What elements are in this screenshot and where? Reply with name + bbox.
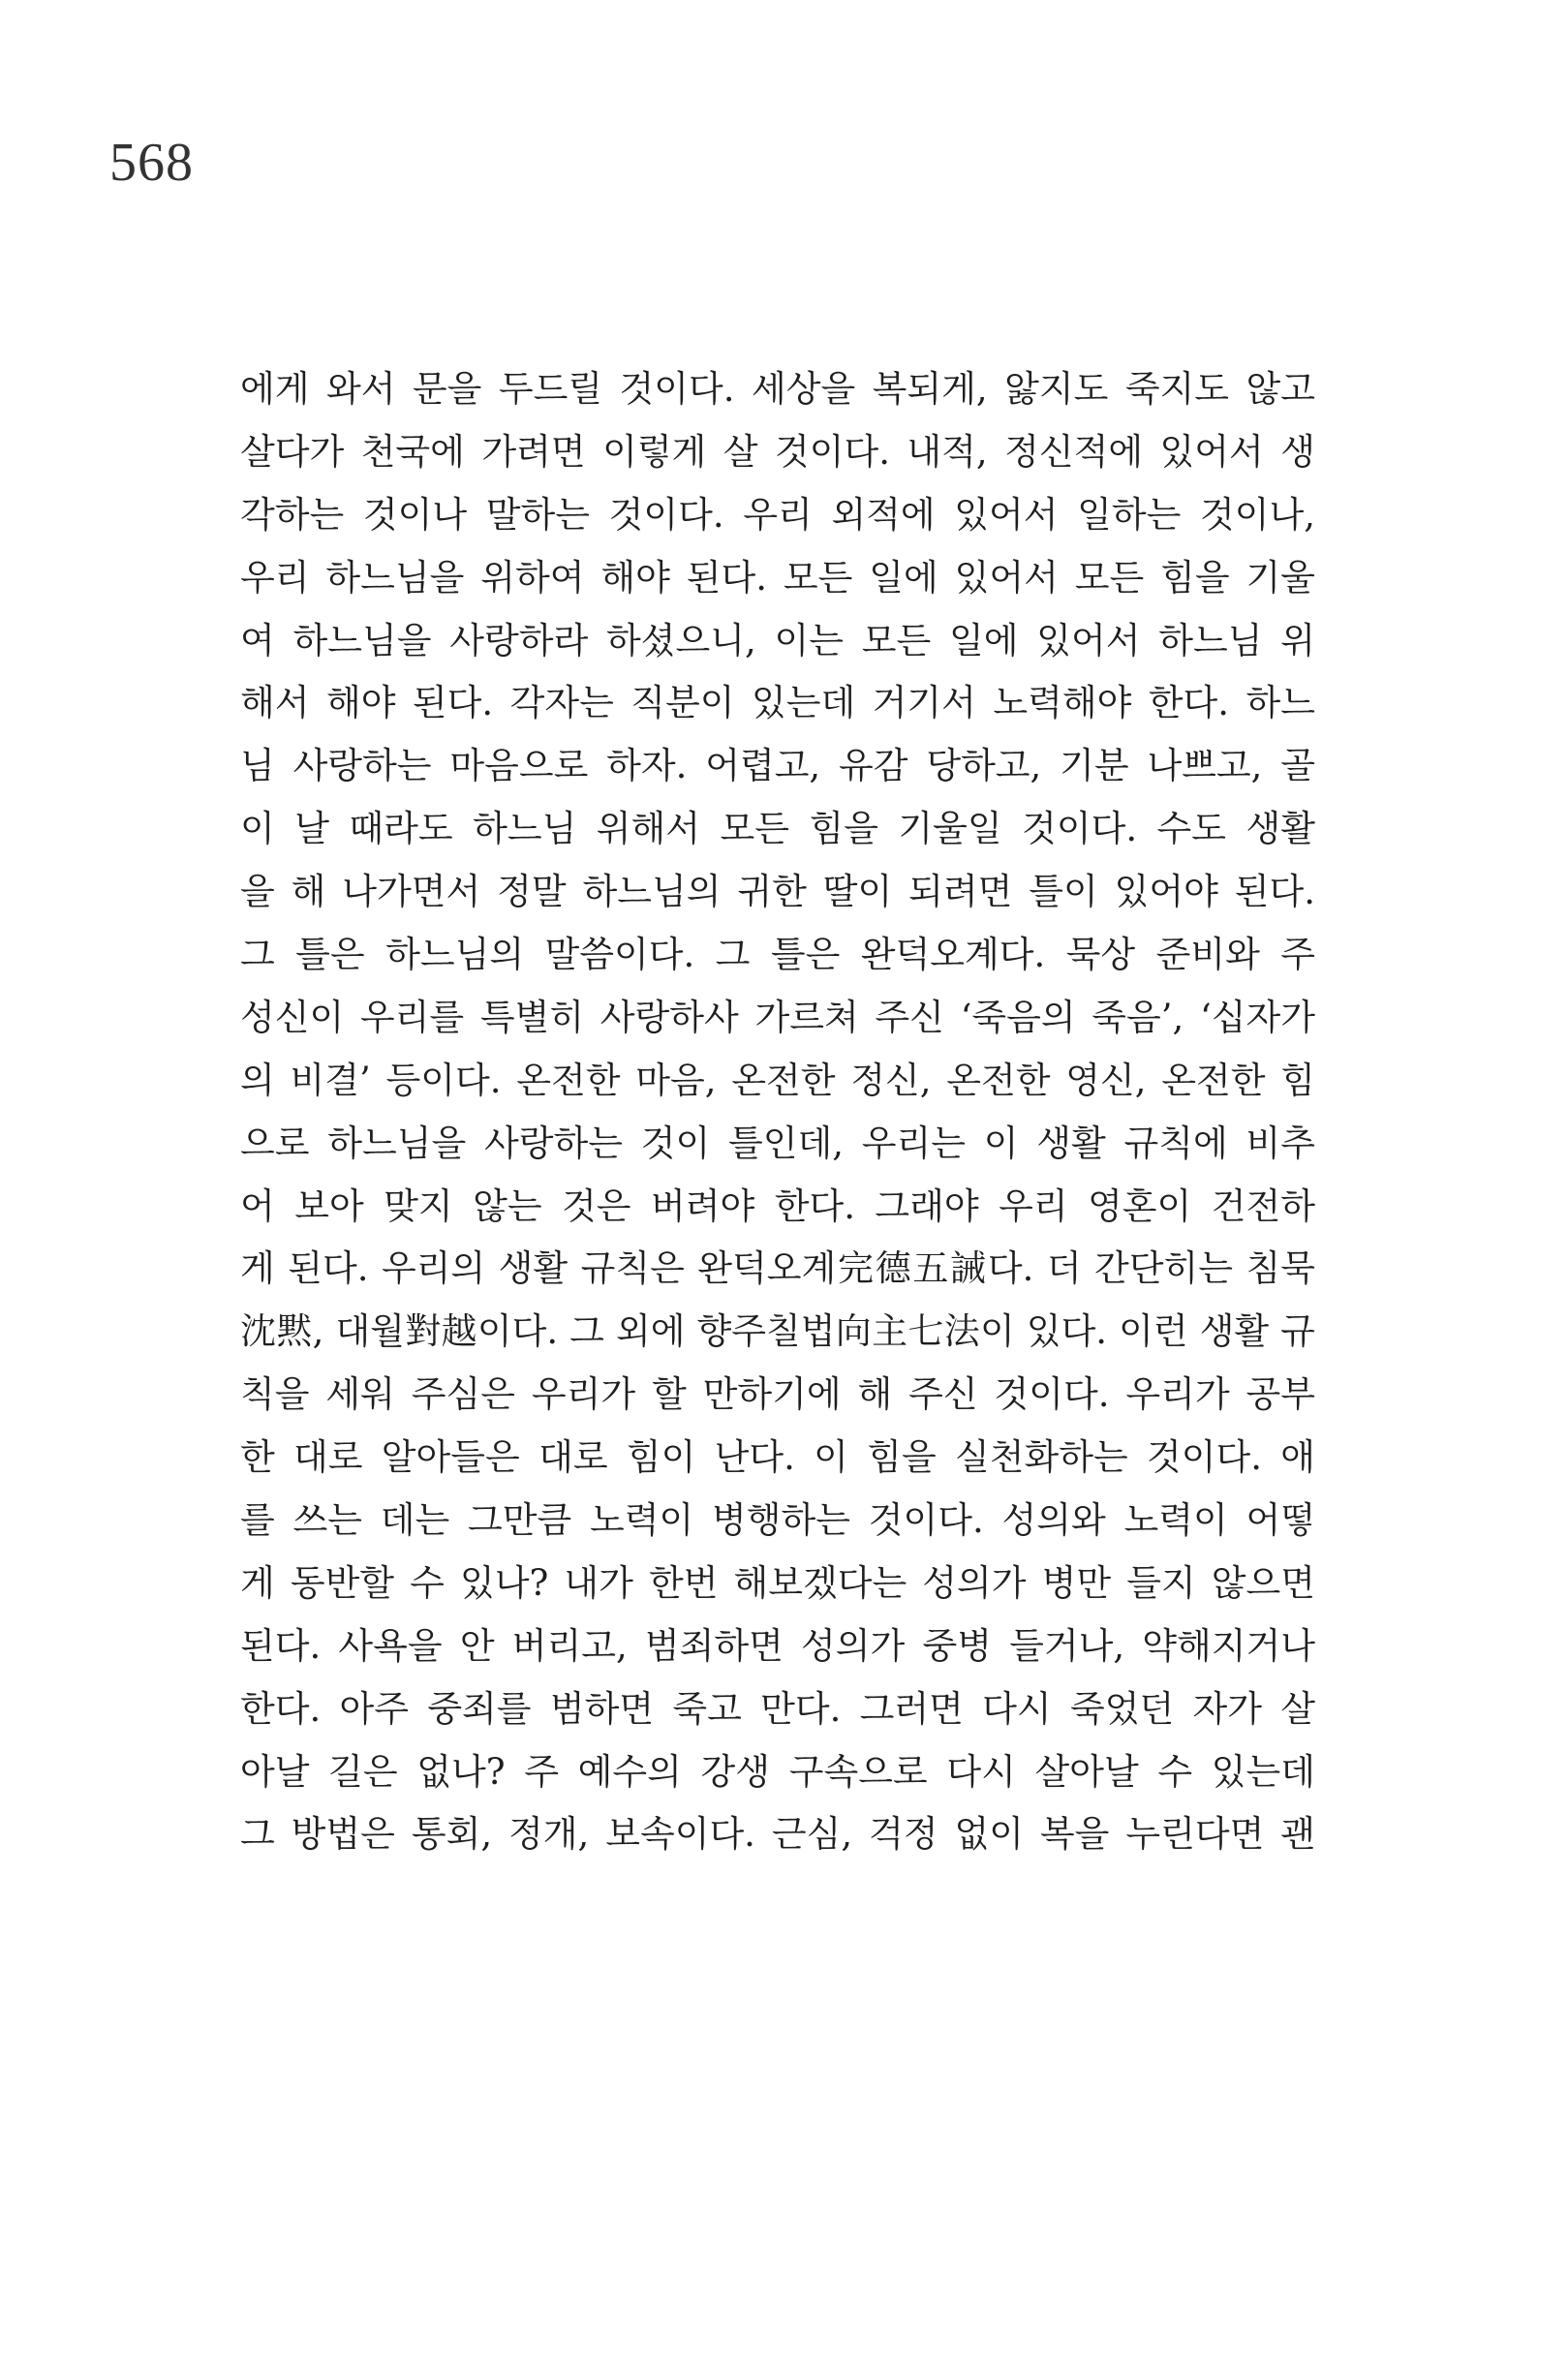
body-text [240, 358, 1315, 1866]
text-line: 그 방법은 통회, 정개, 보속이다. 근심, 걱정 없이 복을 누린다면 괜 [240, 1813, 1315, 1856]
text-line: 아날 길은 없나? 주 예수의 강생 구속으로 다시 살아날 수 있는데 [240, 1750, 1315, 1793]
text-line: 해서 해야 된다. 각자는 직분이 있는데 거기서 노력해야 한다. 하느 [240, 682, 1315, 724]
text-line: 한다. 아주 중죄를 범하면 죽고 만다. 그러면 다시 죽었던 자가 살 [240, 1687, 1315, 1730]
text-line: 의 비결’ 등이다. 온전한 마음, 온전한 정신, 온전한 영신, 온전한 힘 [240, 1059, 1315, 1101]
text-line: 성신이 우리를 특별히 사랑하사 가르쳐 주신 ‘죽음의 죽음’, ‘십자가 [240, 996, 1315, 1038]
text-line: 沈黙, 대월對越이다. 그 외에 향주칠법向主七法이 있다. 이런 생활 규 [240, 1310, 1315, 1353]
text-line: 살다가 천국에 가려면 이렇게 살 것이다. 내적, 정신적에 있어서 생 [240, 430, 1315, 473]
text-line: 여 하느님을 사랑하라 하셨으니, 이는 모든 일에 있어서 하느님 위 [240, 619, 1315, 661]
text-line: 게 된다. 우리의 생활 규칙은 완덕오계完德五誡다. 더 간단히는 침묵 [240, 1247, 1315, 1290]
text-line: 우리 하느님을 위하여 해야 된다. 모든 일에 있어서 모든 힘을 기울 [240, 556, 1315, 599]
text-line: 칙을 세워 주심은 우리가 할 만하기에 해 주신 것이다. 우리가 공부 [240, 1373, 1315, 1416]
text-line: 을 해 나가면서 정말 하느님의 귀한 딸이 되려면 틀이 있어야 된다. [240, 871, 1315, 913]
text-line: 이 날 때라도 하느님 위해서 모든 힘을 기울일 것이다. 수도 생활 [240, 808, 1315, 850]
text-line: 된다. 사욕을 안 버리고, 범죄하면 성의가 중병 들거나, 약해지거나 [240, 1624, 1315, 1667]
text-line: 한 대로 알아들은 대로 힘이 난다. 이 힘을 실천화하는 것이다. 애 [240, 1436, 1315, 1479]
text-line: 그 틀은 하느님의 말씀이다. 그 틀은 완덕오계다. 묵상 준비와 주 [240, 934, 1315, 976]
text-line: 를 쓰는 데는 그만큼 노력이 병행하는 것이다. 성의와 노력이 어떻 [240, 1499, 1315, 1542]
text-line: 각하는 것이나 말하는 것이다. 우리 외적에 있어서 일하는 것이나, [240, 493, 1315, 536]
text-line: 님 사랑하는 마음으로 하자. 어렵고, 유감 당하고, 기분 나쁘고, 골 [240, 745, 1315, 787]
text-line: 으로 하느님을 사랑하는 것이 틀인데, 우리는 이 생활 규칙에 비추 [240, 1122, 1315, 1164]
text-line: 에게 와서 문을 두드릴 것이다. 세상을 복되게, 앓지도 죽지도 않고 [240, 368, 1315, 410]
page-number: 568 [109, 133, 194, 193]
text-line: 어 보아 맞지 않는 것은 버려야 한다. 그래야 우리 영혼이 건전하 [240, 1184, 1315, 1227]
text-line: 게 동반할 수 있나? 내가 한번 해보겠다는 성의가 병만 들지 않으면 [240, 1561, 1315, 1604]
